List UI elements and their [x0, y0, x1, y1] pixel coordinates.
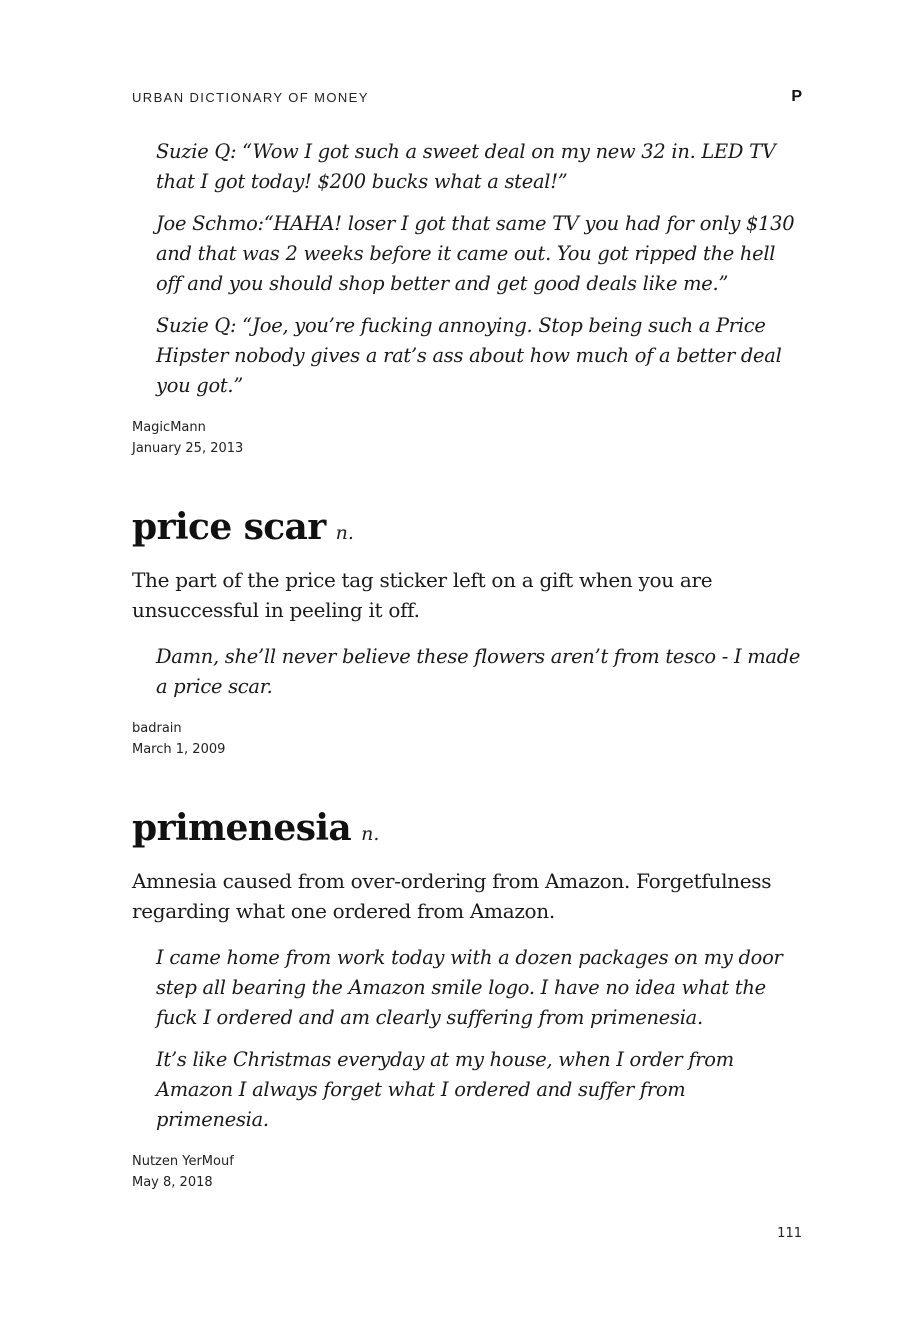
entry-date: January 25, 2013: [132, 441, 244, 456]
headword: price scar: [132, 506, 326, 548]
example-quote: Suzie Q: “Wow I got such a sweet deal on my new 32 in. LED TV that I got today! $200 bucks what a steal!”: [156, 140, 776, 193]
part-of-speech: n.: [361, 823, 380, 845]
author-name: MagicMann: [132, 420, 206, 435]
attribution: [132, 417, 804, 459]
page-content: [132, 137, 804, 1193]
page-number: 111: [777, 1226, 802, 1241]
definition: The part of the price tag sticker left on a gift when you are unsuccessful in peeling it off.: [132, 568, 713, 622]
example-quote: Suzie Q: “Joe, you’re fucking annoying. Stop being such a Price Hipster nobody gives a rat’s ass about how much of a better deal you got.”: [156, 314, 782, 397]
example-quote: It’s like Christmas everyday at my house, when I order from Amazon I always forget what I ordered and suffer from primenesia.: [156, 1048, 734, 1131]
dictionary-entry-price-scar: [132, 506, 804, 760]
continued-entry: [132, 137, 804, 459]
example-quote: Damn, she’ll never believe these flowers aren’t from tesco - I made a price scar.: [156, 645, 801, 698]
example-quote: Joe Schmo:“HAHA! loser I got that same TV you had for only $130 and that was 2 weeks before it came out. You got ripped the hell off and you should shop better and get good deals like me.”: [156, 212, 795, 295]
headword: primenesia: [132, 807, 352, 849]
entry-date: March 1, 2009: [132, 742, 226, 757]
dictionary-entry-primenesia: [132, 807, 804, 1193]
author-name: badrain: [132, 721, 182, 736]
attribution: [132, 1151, 804, 1193]
author-name: Nutzen YerMouf: [132, 1154, 234, 1169]
running-header: [132, 87, 802, 107]
headword-line: [132, 506, 804, 552]
part-of-speech: n.: [335, 522, 354, 544]
section-letter: P: [791, 88, 802, 105]
definition: Amnesia caused from over-ordering from Amazon. Forgetfulness regarding what one ordered from Amazon.: [132, 869, 772, 923]
entry-date: May 8, 2018: [132, 1175, 213, 1190]
book-title: URBAN DICTIONARY OF MONEY: [132, 89, 369, 105]
attribution: [132, 718, 804, 760]
headword-line: [132, 807, 804, 853]
example-quote: I came home from work today with a dozen packages on my door step all bearing the Amazon smile logo. I have no idea what the fuck I ordered and am clearly suffering from primenesia.: [156, 946, 783, 1029]
